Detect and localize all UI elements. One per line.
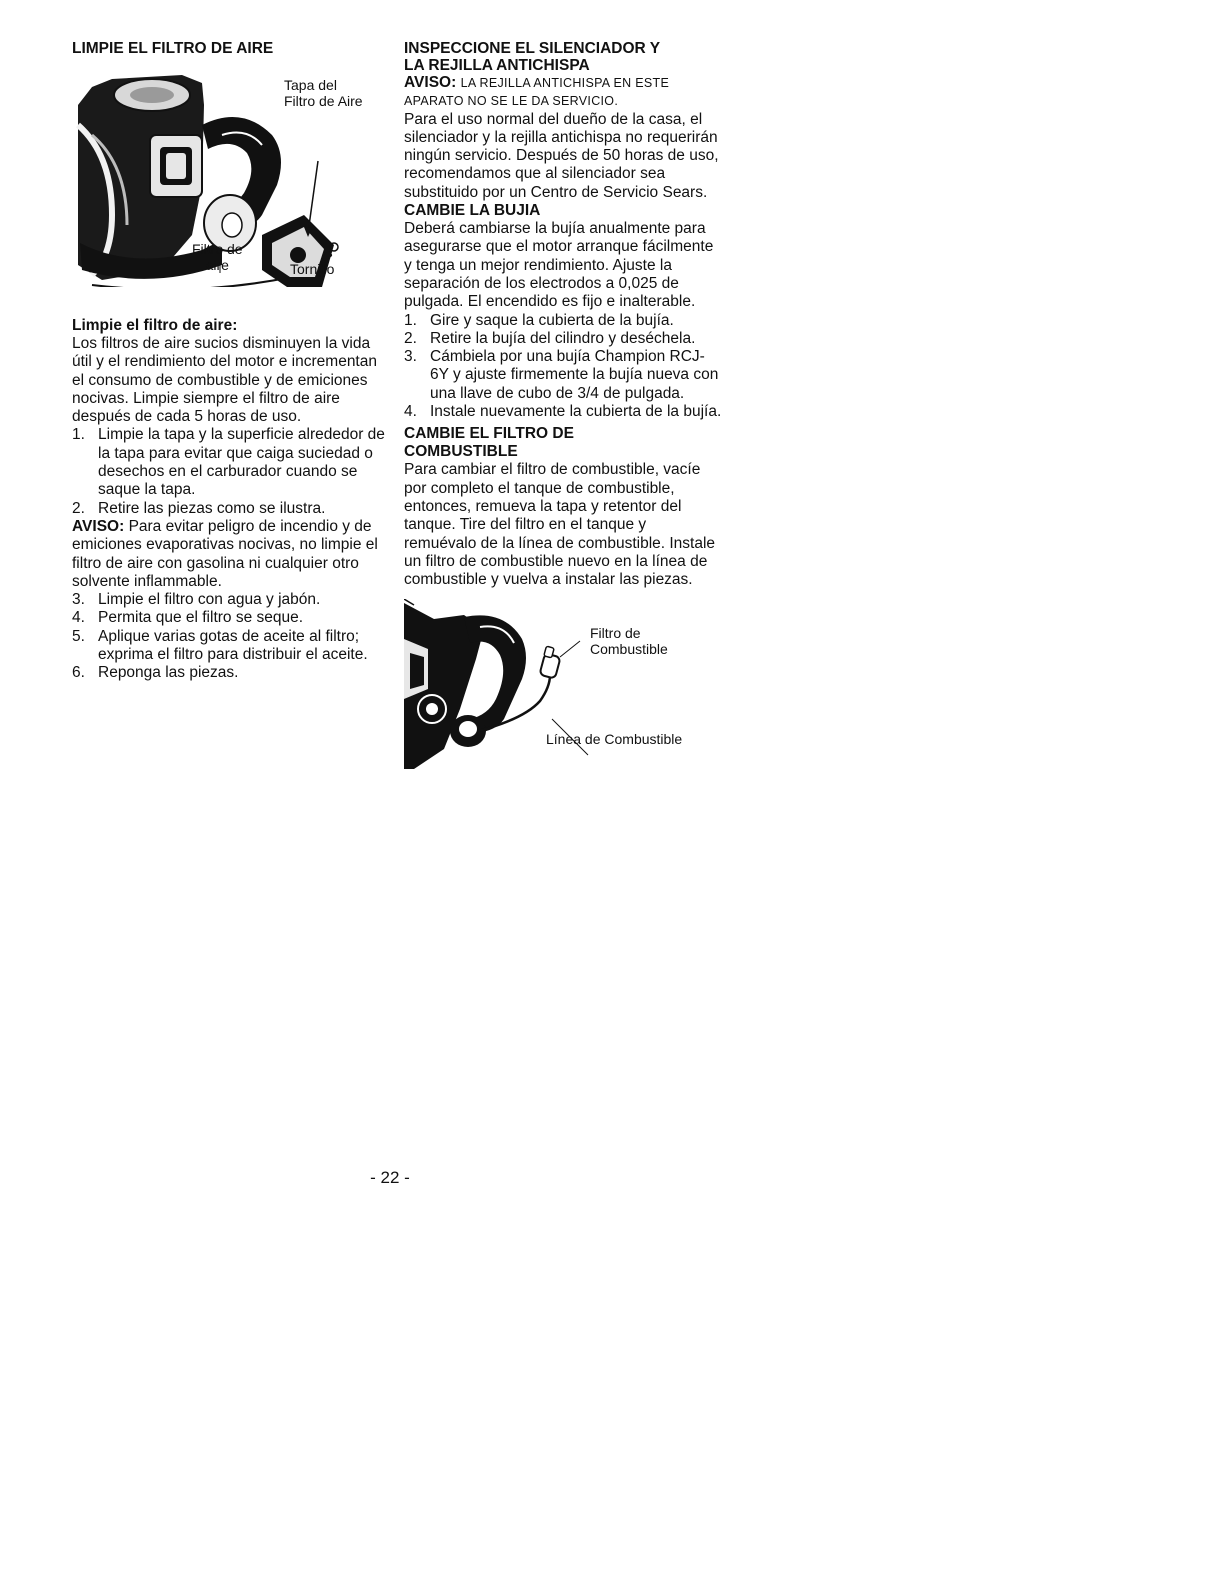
aviso-paragraph xyxy=(404,74,722,111)
warning-paragraph xyxy=(72,518,390,591)
aviso-caps-text: LA REJILLA ANTICHISPA EN ESTE APARATO NO SE LE DA SERVICIO. xyxy=(404,76,670,109)
label-tornillo: Tornillo xyxy=(290,261,335,277)
list-item: 6. Reponga las piezas. xyxy=(72,664,239,682)
section-title-filtro-combustible: CAMBIE EL FILTRO DE COMBUSTIBLE xyxy=(404,425,574,461)
list-item: 3. Limpie el filtro con agua y jabón. xyxy=(72,591,321,609)
section-title-silenciador: INSPECCIONE EL SILENCIADOR Y LA REJILLA ANTICHISPA xyxy=(404,40,661,74)
warning-label: AVISO: xyxy=(72,517,125,535)
paragraph-combustible: Para cambiar el filtro de combustible, vacíe por completo el tanque de combustible, entonces, remueva la tapa y retentor del tanque. Tire del filtro en el tanque y remuévalo de la línea de combustible. Instale un filtro de combustible nuevo en la línea de combustible y vuelva a instalar las piezas. xyxy=(404,461,716,589)
list-item: 2. Retire las piezas como se ilustra. xyxy=(72,499,326,517)
section-title-bujia: CAMBIE LA BUJIA xyxy=(404,202,541,220)
steps-list-b xyxy=(72,591,390,682)
fuel-filter-figure xyxy=(404,599,722,774)
steps-list-bujia xyxy=(404,312,722,422)
left-column xyxy=(72,40,390,683)
paragraph-uso-normal: Para el uso normal del dueño de la casa, el silenciador y la rejilla antichispa no requerirán ningún servicio. Después de 50 horas de uso, recomendamos que al silenciador sea substituido por un Centro de Servicio Sears. xyxy=(404,110,719,201)
aviso-label: AVISO: xyxy=(404,74,457,91)
list-item: 5. Aplique varias gotas de aceite al filtro; exprima el filtro para distribuir el aceite. xyxy=(72,627,368,664)
list-item: 4. Instale nuevamente la cubierta de la bujía. xyxy=(404,403,722,421)
label-linea-de-combustible: Línea de Combustible xyxy=(546,731,683,748)
label-tapa-del-filtro: Tapa del Filtro de Aire xyxy=(284,77,363,109)
warning-text: Para evitar peligro de incendio y de emiciones evaporativas nocivas, no limpie el filtro de aire con gasolina ni cualquier otro solvente inflammable. xyxy=(72,517,378,590)
label-filtro-de-combustible: Filtro de Combustible xyxy=(590,625,668,658)
air-filter-figure xyxy=(72,65,390,287)
list-item: 1. Gire y saque la cubierta de la bujía. xyxy=(404,311,674,329)
paragraph-bujia: Deberá cambiarse la bujía anualmente para asegurarse que el motor arranque fácilmente y tenga un mejor rendimiento. Ajuste la separación de los electrodos a 0,025 de pulgada. El encendido es fijo e inalterable. xyxy=(404,220,714,311)
fuel-filter-illustration xyxy=(404,599,722,774)
list-item: 3. Cámbiela por una bujía Champion RCJ-6Y y ajuste firmemente la bujía nueva con una llave de cubo de 3/4 de pulgada. xyxy=(404,348,719,402)
steps-list-a xyxy=(72,426,390,517)
page-number: - 22 - xyxy=(370,1168,410,1187)
section-title-air-filter: LIMPIE EL FILTRO DE AIRE xyxy=(72,40,274,57)
list-item: 4. Permita que el filtro se seque. xyxy=(72,609,304,627)
list-item: 1. Limpie la tapa y la superficie alrededor de la tapa para evitar que caiga suciedad o desechos en el carburador cuando se saque la tapa. xyxy=(72,426,385,499)
list-item: 2. Retire la bujía del cilindro y deséchela. xyxy=(404,329,696,347)
subheading-limpie-filtro: Limpie el filtro de aire: xyxy=(72,317,238,334)
paragraph-filtros-sucios: Los filtros de aire sucios disminuyen la vida útil y el rendimiento del motor e incrementan el consumo de combustible y de emiciones nocivas. Limpie siempre el filtro de aire después de cada 5 horas de uso. xyxy=(72,335,377,426)
label-filtro-de-aire: Filtro de aire xyxy=(192,241,243,273)
right-column xyxy=(404,40,722,774)
